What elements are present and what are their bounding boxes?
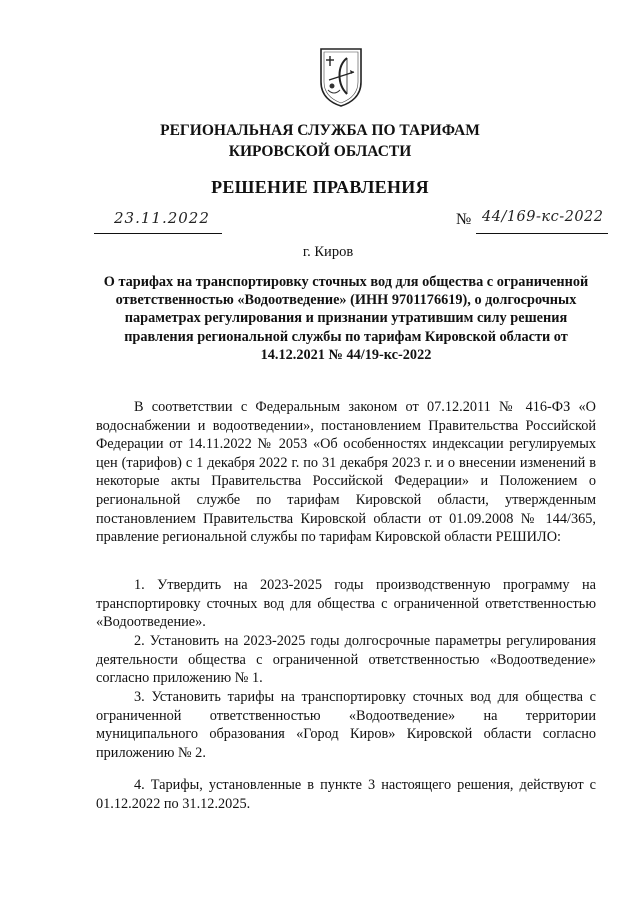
decision-number-field <box>476 209 608 234</box>
item-1-paragraph: 1. Утвердить на 2023-2025 годы производственную программу на транспортировку сточных вод для общества с ограниченной ответственностью «Водоотведение». <box>96 577 596 631</box>
preamble-paragraph: В соответствии с Федеральным законом от 07.12.2011 № 416-ФЗ «О водоснабжении и водоотведении», постановлением Правительства Российской Федерации от 14.11.2022 № 2053 «Об особенностях индексации регулируемых цен (тарифов) с 1 декабря 2022 г. по 31 декабря 2023 г. и о внесении изменений в некоторые акты Правительства Российской Федерации» и Положением о региональной службе по тарифам Кировской области, утвержденным постановлением Правительства Кировской области от 01.09.2008 № 144/365, правление региональной службы по тарифам Кировской области РЕШИЛО: <box>96 399 596 546</box>
organization-name-line1: РЕГИОНАЛЬНАЯ СЛУЖБА ПО ТАРИФАМ <box>160 122 480 139</box>
decision-number: 44/169-кс-2022 <box>482 209 604 225</box>
organization-name-line2: КИРОВСКОЙ ОБЛАСТИ <box>228 143 412 160</box>
decision-date-field <box>94 209 222 234</box>
item-2-paragraph: 2. Установить на 2023-2025 годы долгосрочные параметры регулирования деятельности общества с ограниченной ответственностью «Водоотведение» согласно приложению № 1. <box>96 633 596 687</box>
decision-date: 23.11.2022 <box>114 209 210 227</box>
city: г. Киров <box>302 244 354 260</box>
coat-of-arms-icon <box>318 46 364 108</box>
decision-subject: О тарифах на транспортировку сточных вод для общества с ограниченной ответственностью «Водоотведение» (ИНН 9701176619), о долгосрочных параметрах регулирования и признании утратившим силу решения правления региональной службы по тарифам Кировской области от 14.12.2021 № 44/19-кс-2022 <box>103 274 589 363</box>
number-sign: № <box>456 211 472 228</box>
item-3-paragraph: 3. Установить тарифы на транспортировку сточных вод для общества с ограниченной ответственностью «Водоотведение» на территории муниципального образования «Город Киров» Кировской области согласно приложению № 2. <box>96 689 596 761</box>
item-4-paragraph: 4. Тарифы, установленные в пункте 3 настоящего решения, действуют с 01.12.2022 по 31.12.2025. <box>96 777 596 812</box>
decision-title: РЕШЕНИЕ ПРАВЛЕНИЯ <box>211 177 429 197</box>
